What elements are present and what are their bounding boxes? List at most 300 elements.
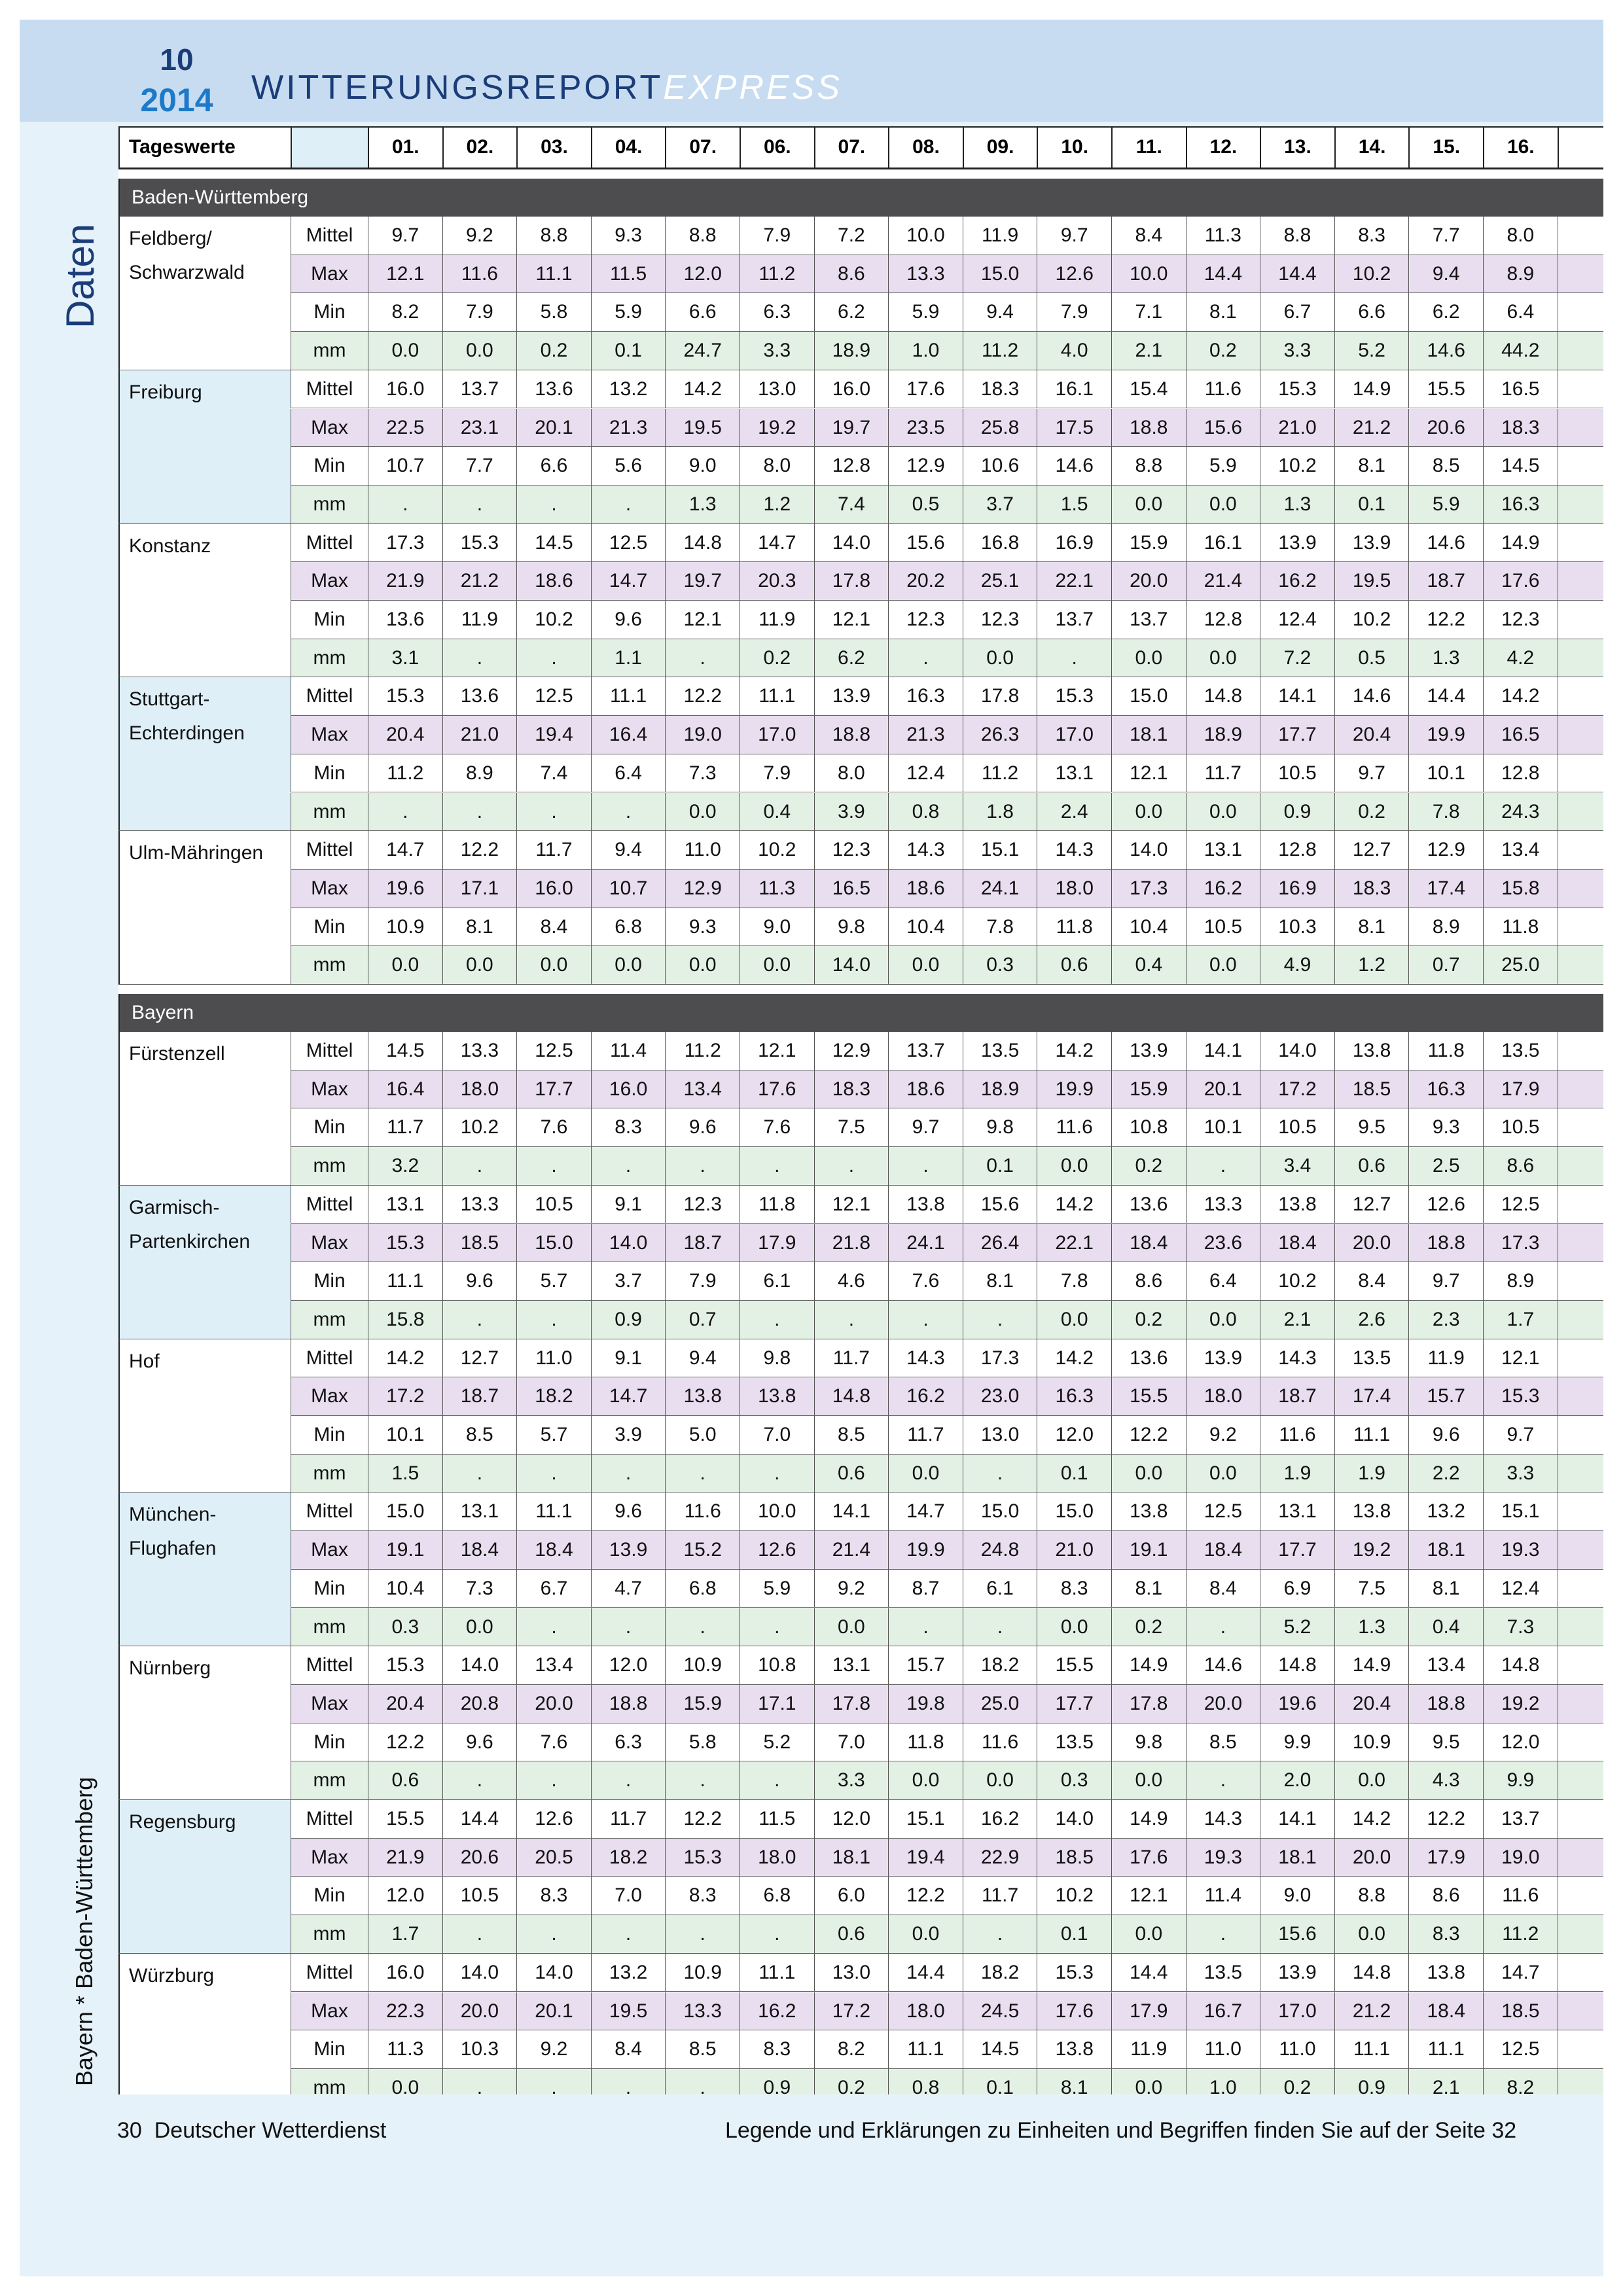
data-cell: 12.2 bbox=[888, 1877, 963, 1915]
data-cell: 7.1 bbox=[1111, 293, 1186, 332]
data-cell: 18.5 bbox=[1483, 1992, 1558, 2031]
data-cell: 17.6 bbox=[1111, 1839, 1186, 1877]
data-cell: 15.3 bbox=[1037, 1954, 1111, 1992]
data-cell: 8.3 bbox=[591, 1108, 666, 1147]
data-cell: 8.4 bbox=[591, 2030, 666, 2069]
data-cell-tail bbox=[1558, 1570, 1603, 1608]
data-cell: 17.3 bbox=[1111, 870, 1186, 908]
data-cell: 1.3 bbox=[665, 486, 740, 524]
data-cell: 24.3 bbox=[1483, 793, 1558, 832]
data-cell-tail bbox=[1558, 908, 1603, 947]
row-label: mm bbox=[291, 1761, 368, 1800]
data-cell: 19.2 bbox=[1483, 1685, 1558, 1723]
data-cell: 10.4 bbox=[888, 908, 963, 947]
data-cell: 14.1 bbox=[1186, 1032, 1260, 1070]
data-cell: 14.2 bbox=[1037, 1339, 1111, 1378]
data-cell: 13.3 bbox=[665, 1992, 740, 2031]
data-cell: 8.1 bbox=[1037, 2069, 1111, 2094]
data-cell: 20.4 bbox=[368, 1685, 442, 1723]
data-cell: 9.4 bbox=[591, 831, 666, 870]
data-cell: 10.2 bbox=[1334, 601, 1409, 639]
data-cell: 17.0 bbox=[1037, 716, 1111, 754]
data-cell: 18.2 bbox=[591, 1839, 666, 1877]
data-cell: 15.3 bbox=[368, 1224, 442, 1263]
data-cell: 19.9 bbox=[1037, 1070, 1111, 1109]
data-cell: 19.5 bbox=[1334, 562, 1409, 601]
data-cell: 8.6 bbox=[814, 255, 889, 294]
data-cell: 17.4 bbox=[1408, 870, 1483, 908]
data-cell: 16.1 bbox=[1186, 524, 1260, 563]
data-cell: 6.1 bbox=[963, 1570, 1037, 1608]
data-cell: 10.3 bbox=[1260, 908, 1334, 947]
data-cell: 17.8 bbox=[1111, 1685, 1186, 1723]
data-cell: 10.5 bbox=[1260, 1108, 1334, 1147]
data-cell: . bbox=[665, 1455, 740, 1493]
data-cell: 5.0 bbox=[665, 1416, 740, 1455]
row-label: Max bbox=[291, 1839, 368, 1877]
data-cell: 12.4 bbox=[1260, 601, 1334, 639]
data-cell-tail bbox=[1558, 370, 1603, 409]
data-cell: . bbox=[516, 1608, 591, 1647]
data-cell: 21.3 bbox=[591, 409, 666, 448]
column-header-day: 13. bbox=[1260, 126, 1334, 169]
data-cell: 12.3 bbox=[665, 1186, 740, 1224]
data-cell: 0.0 bbox=[1111, 639, 1186, 678]
data-cell: 7.3 bbox=[442, 1570, 517, 1608]
data-cell: 19.7 bbox=[814, 409, 889, 448]
data-cell: 0.0 bbox=[1111, 486, 1186, 524]
data-cell: 17.2 bbox=[814, 1992, 889, 2031]
data-cell: 9.0 bbox=[1260, 1877, 1334, 1915]
data-cell: 15.5 bbox=[1408, 370, 1483, 409]
data-cell: . bbox=[963, 1455, 1037, 1493]
data-cell-tail bbox=[1558, 217, 1603, 255]
data-cell: 12.8 bbox=[1483, 754, 1558, 793]
data-cell: . bbox=[814, 1147, 889, 1186]
data-cell: 0.0 bbox=[1186, 1455, 1260, 1493]
data-cell: 13.7 bbox=[1111, 601, 1186, 639]
data-cell: 12.8 bbox=[1186, 601, 1260, 639]
station-name: Würzburg bbox=[118, 1954, 291, 2094]
data-cell: . bbox=[963, 1301, 1037, 1339]
data-cell: 13.9 bbox=[1334, 524, 1409, 563]
data-cell: 8.8 bbox=[1260, 217, 1334, 255]
data-cell: 5.8 bbox=[665, 1723, 740, 1762]
report-title-sub: EXPRESS bbox=[663, 69, 842, 107]
data-cell: 16.5 bbox=[1483, 716, 1558, 754]
data-cell: 13.8 bbox=[888, 1186, 963, 1224]
data-cell: 19.5 bbox=[591, 1992, 666, 2031]
data-cell: 0.0 bbox=[1037, 1608, 1111, 1647]
data-cell: 11.2 bbox=[368, 754, 442, 793]
data-cell: 10.4 bbox=[1111, 908, 1186, 947]
data-cell: 2.1 bbox=[1111, 332, 1186, 370]
data-cell: 9.7 bbox=[1483, 1416, 1558, 1455]
data-cell: 0.1 bbox=[1334, 486, 1409, 524]
data-cell: 17.7 bbox=[1037, 1685, 1111, 1723]
data-cell: 12.2 bbox=[665, 677, 740, 716]
row-label: Min bbox=[291, 293, 368, 332]
data-cell: 18.2 bbox=[963, 1954, 1037, 1992]
data-cell: 11.0 bbox=[1186, 2030, 1260, 2069]
data-cell: 14.9 bbox=[1334, 370, 1409, 409]
data-cell: 0.2 bbox=[814, 2069, 889, 2094]
data-cell: 19.1 bbox=[1111, 1531, 1186, 1570]
data-cell: 11.1 bbox=[591, 677, 666, 716]
data-cell: 15.0 bbox=[963, 1492, 1037, 1531]
data-cell: 7.8 bbox=[1037, 1262, 1111, 1301]
data-cell: 16.0 bbox=[516, 870, 591, 908]
data-cell: 14.7 bbox=[888, 1492, 963, 1531]
data-cell: 11.0 bbox=[665, 831, 740, 870]
data-cell: . bbox=[591, 1147, 666, 1186]
data-cell: 18.4 bbox=[516, 1531, 591, 1570]
data-cell: 11.6 bbox=[442, 255, 517, 294]
data-cell: 13.8 bbox=[1408, 1954, 1483, 1992]
data-cell: 18.4 bbox=[1111, 1224, 1186, 1263]
data-cell: 8.5 bbox=[814, 1416, 889, 1455]
data-cell: 16.9 bbox=[1260, 870, 1334, 908]
data-cell: . bbox=[591, 793, 666, 832]
data-cell: 1.5 bbox=[368, 1455, 442, 1493]
data-cell: 11.6 bbox=[963, 1723, 1037, 1762]
data-cell: 14.4 bbox=[1260, 255, 1334, 294]
data-cell-tail bbox=[1558, 1915, 1603, 1954]
data-cell: 5.2 bbox=[1334, 332, 1409, 370]
data-cell: 11.9 bbox=[442, 601, 517, 639]
data-cell: 17.9 bbox=[740, 1224, 814, 1263]
data-cell: 16.2 bbox=[963, 1800, 1037, 1839]
data-cell: 13.6 bbox=[368, 601, 442, 639]
footer-note: Legende und Erklärungen zu Einheiten und Begriffen finden Sie auf der Seite 32 bbox=[725, 2118, 1517, 2143]
data-cell: . bbox=[516, 1455, 591, 1493]
data-cell: 0.0 bbox=[665, 793, 740, 832]
data-cell: 15.7 bbox=[1408, 1377, 1483, 1416]
data-cell: 22.5 bbox=[368, 409, 442, 448]
data-cell: 24.1 bbox=[963, 870, 1037, 908]
data-cell: 25.0 bbox=[963, 1685, 1037, 1723]
data-cell: 16.5 bbox=[1483, 370, 1558, 409]
data-cell-tail bbox=[1558, 293, 1603, 332]
data-cell-tail bbox=[1558, 1032, 1603, 1070]
row-label: Min bbox=[291, 1108, 368, 1147]
data-cell: 10.7 bbox=[368, 447, 442, 486]
data-cell: 0.5 bbox=[888, 486, 963, 524]
data-cell: 16.0 bbox=[368, 1954, 442, 1992]
data-cell: 10.7 bbox=[591, 870, 666, 908]
data-cell: 0.0 bbox=[888, 1455, 963, 1493]
data-cell: 18.6 bbox=[888, 1070, 963, 1109]
data-cell-tail bbox=[1558, 486, 1603, 524]
data-cell: 20.4 bbox=[1334, 716, 1409, 754]
data-cell: 13.8 bbox=[1334, 1492, 1409, 1531]
data-cell: . bbox=[591, 1455, 666, 1493]
data-cell-tail bbox=[1558, 1262, 1603, 1301]
data-cell: 14.7 bbox=[591, 562, 666, 601]
side-label-daten: Daten bbox=[58, 223, 102, 329]
data-cell: 0.8 bbox=[888, 793, 963, 832]
data-cell: 5.2 bbox=[740, 1723, 814, 1762]
data-cell: . bbox=[665, 1761, 740, 1800]
data-cell: 10.2 bbox=[1260, 1262, 1334, 1301]
data-cell: 0.0 bbox=[888, 1915, 963, 1954]
data-cell: 11.9 bbox=[963, 217, 1037, 255]
data-cell: 15.0 bbox=[1111, 677, 1186, 716]
data-cell: 14.9 bbox=[1483, 524, 1558, 563]
data-cell: . bbox=[963, 1608, 1037, 1647]
data-cell: 12.0 bbox=[368, 1877, 442, 1915]
data-cell-tail bbox=[1558, 1492, 1603, 1531]
data-cell: 7.9 bbox=[740, 754, 814, 793]
data-cell: 17.3 bbox=[963, 1339, 1037, 1378]
data-cell: 8.5 bbox=[1186, 1723, 1260, 1762]
data-cell: 17.9 bbox=[1408, 1839, 1483, 1877]
data-cell: 8.8 bbox=[516, 217, 591, 255]
data-cell: 13.7 bbox=[1037, 601, 1111, 639]
data-cell: 6.8 bbox=[665, 1570, 740, 1608]
data-cell: 7.4 bbox=[814, 486, 889, 524]
data-cell: 15.2 bbox=[665, 1531, 740, 1570]
data-cell: 13.6 bbox=[516, 370, 591, 409]
column-header-day: 10. bbox=[1037, 126, 1111, 169]
data-cell: 11.1 bbox=[1334, 1416, 1409, 1455]
header-year: 2014 bbox=[140, 82, 213, 118]
data-cell: 13.9 bbox=[1260, 1954, 1334, 1992]
data-cell: 44.2 bbox=[1483, 332, 1558, 370]
data-cell: 21.0 bbox=[1037, 1531, 1111, 1570]
data-cell: 10.5 bbox=[516, 1186, 591, 1224]
data-cell: 13.2 bbox=[591, 1954, 666, 1992]
data-cell: 16.0 bbox=[591, 1070, 666, 1109]
data-cell: 0.0 bbox=[888, 1761, 963, 1800]
data-cell: 13.8 bbox=[665, 1377, 740, 1416]
column-header-day: 03. bbox=[516, 126, 591, 169]
data-cell: . bbox=[591, 486, 666, 524]
data-cell: 11.4 bbox=[591, 1032, 666, 1070]
data-cell: 12.1 bbox=[665, 601, 740, 639]
data-cell-tail bbox=[1558, 946, 1603, 985]
data-cell: 11.2 bbox=[740, 255, 814, 294]
data-cell: 6.6 bbox=[1334, 293, 1409, 332]
data-cell: 15.3 bbox=[665, 1839, 740, 1877]
data-cell: 10.9 bbox=[665, 1954, 740, 1992]
data-cell: 11.0 bbox=[1260, 2030, 1334, 2069]
data-cell: 11.5 bbox=[591, 255, 666, 294]
data-cell: 12.5 bbox=[1483, 2030, 1558, 2069]
data-cell: 7.9 bbox=[665, 1262, 740, 1301]
row-label: Min bbox=[291, 1723, 368, 1762]
data-cell: 17.7 bbox=[1260, 716, 1334, 754]
data-cell: 18.5 bbox=[442, 1224, 517, 1263]
data-cell: 15.6 bbox=[888, 524, 963, 563]
data-cell: 13.8 bbox=[1260, 1186, 1334, 1224]
data-cell-tail bbox=[1558, 601, 1603, 639]
data-cell: 0.2 bbox=[1111, 1147, 1186, 1186]
data-cell: 18.2 bbox=[963, 1646, 1037, 1685]
data-cell: 12.0 bbox=[1037, 1416, 1111, 1455]
data-cell: 6.7 bbox=[516, 1570, 591, 1608]
data-cell: 7.3 bbox=[665, 754, 740, 793]
data-cell: 21.9 bbox=[368, 1839, 442, 1877]
data-cell: 17.7 bbox=[1260, 1531, 1334, 1570]
data-cell: . bbox=[516, 1301, 591, 1339]
data-cell: 17.6 bbox=[1037, 1992, 1111, 2031]
data-cell: 8.8 bbox=[1334, 1877, 1409, 1915]
data-cell: 13.8 bbox=[740, 1377, 814, 1416]
data-cell: 15.0 bbox=[368, 1492, 442, 1531]
data-cell: 0.0 bbox=[1334, 1915, 1409, 1954]
data-cell-tail bbox=[1558, 562, 1603, 601]
data-cell: 10.9 bbox=[368, 908, 442, 947]
data-cell-tail bbox=[1558, 1377, 1603, 1416]
data-cell: 1.7 bbox=[1483, 1301, 1558, 1339]
data-cell: 11.3 bbox=[368, 2030, 442, 2069]
data-cell: 17.8 bbox=[814, 562, 889, 601]
row-label: Max bbox=[291, 1685, 368, 1723]
data-cell: 9.2 bbox=[516, 2030, 591, 2069]
data-cell: 13.3 bbox=[888, 255, 963, 294]
data-cell: 9.5 bbox=[1408, 1723, 1483, 1762]
data-cell: 19.1 bbox=[368, 1531, 442, 1570]
data-cell: 8.4 bbox=[516, 908, 591, 947]
data-cell: 19.4 bbox=[888, 1839, 963, 1877]
data-cell: 11.8 bbox=[888, 1723, 963, 1762]
data-cell: 17.8 bbox=[963, 677, 1037, 716]
data-cell: 20.1 bbox=[1186, 1070, 1260, 1109]
data-cell: 8.1 bbox=[442, 908, 517, 947]
data-cell: 0.4 bbox=[1111, 946, 1186, 985]
data-cell: 3.9 bbox=[591, 1416, 666, 1455]
data-cell: 1.9 bbox=[1260, 1455, 1334, 1493]
data-cell-tail bbox=[1558, 1954, 1603, 1992]
data-cell: 12.2 bbox=[1111, 1416, 1186, 1455]
data-cell: 9.8 bbox=[963, 1108, 1037, 1147]
data-cell: 9.8 bbox=[1111, 1723, 1186, 1762]
data-cell: 7.7 bbox=[442, 447, 517, 486]
data-cell-tail bbox=[1558, 2069, 1603, 2094]
data-cell: 14.9 bbox=[1111, 1800, 1186, 1839]
data-cell: 12.9 bbox=[1408, 831, 1483, 870]
data-cell: 14.4 bbox=[442, 1800, 517, 1839]
data-cell: 12.1 bbox=[740, 1032, 814, 1070]
data-cell: 14.3 bbox=[1260, 1339, 1334, 1378]
data-cell: 18.7 bbox=[442, 1377, 517, 1416]
data-cell: 0.0 bbox=[1186, 946, 1260, 985]
data-cell: 3.3 bbox=[1260, 332, 1334, 370]
data-cell-tail bbox=[1558, 793, 1603, 832]
data-cell: 15.1 bbox=[1483, 1492, 1558, 1531]
data-cell: 9.4 bbox=[665, 1339, 740, 1378]
data-cell: . bbox=[442, 1761, 517, 1800]
data-cell: 8.1 bbox=[963, 1262, 1037, 1301]
data-cell: 0.1 bbox=[591, 332, 666, 370]
data-cell: 14.7 bbox=[591, 1377, 666, 1416]
data-cell: 18.1 bbox=[1260, 1839, 1334, 1877]
data-cell-tail bbox=[1558, 1455, 1603, 1493]
data-cell: 14.3 bbox=[888, 831, 963, 870]
data-cell: 17.3 bbox=[1483, 1224, 1558, 1263]
row-label: Min bbox=[291, 1262, 368, 1301]
weather-data-table bbox=[118, 126, 1603, 2094]
data-cell: 14.9 bbox=[1334, 1646, 1409, 1685]
data-cell: . bbox=[442, 486, 517, 524]
data-cell: . bbox=[888, 1147, 963, 1186]
data-cell: 4.6 bbox=[814, 1262, 889, 1301]
data-cell: 16.2 bbox=[1186, 870, 1260, 908]
data-cell: . bbox=[740, 1915, 814, 1954]
data-cell: 12.6 bbox=[1408, 1186, 1483, 1224]
data-cell: 0.7 bbox=[665, 1301, 740, 1339]
data-cell: 15.0 bbox=[516, 1224, 591, 1263]
data-cell: 8.4 bbox=[1186, 1570, 1260, 1608]
column-header-day: 08. bbox=[888, 126, 963, 169]
data-cell: 15.7 bbox=[888, 1646, 963, 1685]
data-cell: 0.0 bbox=[963, 639, 1037, 678]
data-cell: 13.5 bbox=[1037, 1723, 1111, 1762]
data-cell: 7.5 bbox=[814, 1108, 889, 1147]
data-cell: 22.1 bbox=[1037, 562, 1111, 601]
row-label: Max bbox=[291, 870, 368, 908]
data-cell: 14.1 bbox=[1260, 1800, 1334, 1839]
data-cell: 12.1 bbox=[368, 255, 442, 294]
data-cell: 12.6 bbox=[516, 1800, 591, 1839]
data-cell: 7.0 bbox=[814, 1723, 889, 1762]
data-cell: 16.9 bbox=[1037, 524, 1111, 563]
data-cell: 13.9 bbox=[1111, 1032, 1186, 1070]
data-cell: 0.6 bbox=[1037, 946, 1111, 985]
data-cell: 22.1 bbox=[1037, 1224, 1111, 1263]
data-cell: 13.9 bbox=[814, 677, 889, 716]
data-cell: 21.3 bbox=[888, 716, 963, 754]
data-cell: 14.4 bbox=[1408, 677, 1483, 716]
data-cell: 11.3 bbox=[1186, 217, 1260, 255]
data-cell: 9.3 bbox=[1408, 1108, 1483, 1147]
data-cell: 2.6 bbox=[1334, 1301, 1409, 1339]
column-header-day: 14. bbox=[1334, 126, 1409, 169]
data-cell: 16.4 bbox=[591, 716, 666, 754]
data-cell: 12.3 bbox=[888, 601, 963, 639]
data-cell: 10.2 bbox=[1260, 447, 1334, 486]
data-cell: 16.2 bbox=[740, 1992, 814, 2031]
data-cell: 18.4 bbox=[1186, 1531, 1260, 1570]
data-cell: 15.4 bbox=[1111, 370, 1186, 409]
data-cell: 18.6 bbox=[516, 562, 591, 601]
data-cell: 14.6 bbox=[1186, 1646, 1260, 1685]
column-header-day: 09. bbox=[963, 126, 1037, 169]
data-cell: 20.4 bbox=[368, 716, 442, 754]
data-cell: 12.4 bbox=[1483, 1570, 1558, 1608]
data-cell: 9.8 bbox=[740, 1339, 814, 1378]
data-cell: 11.2 bbox=[665, 1032, 740, 1070]
data-cell-tail bbox=[1558, 716, 1603, 754]
data-cell: 12.9 bbox=[814, 1032, 889, 1070]
data-cell: 17.0 bbox=[1260, 1992, 1334, 2031]
data-cell: 9.0 bbox=[665, 447, 740, 486]
data-cell: 9.6 bbox=[442, 1262, 517, 1301]
column-header-day: 06. bbox=[740, 126, 814, 169]
data-cell: 13.8 bbox=[1111, 1492, 1186, 1531]
data-cell: 8.2 bbox=[814, 2030, 889, 2069]
data-cell: 15.8 bbox=[1483, 870, 1558, 908]
data-cell: 14.0 bbox=[1111, 831, 1186, 870]
data-cell: . bbox=[442, 639, 517, 678]
data-cell: 19.8 bbox=[888, 1685, 963, 1723]
data-cell: 1.3 bbox=[1408, 639, 1483, 678]
data-cell: 7.8 bbox=[963, 908, 1037, 947]
data-cell: 11.8 bbox=[1483, 908, 1558, 947]
data-cell: 11.1 bbox=[1408, 2030, 1483, 2069]
data-cell: 0.0 bbox=[1186, 639, 1260, 678]
